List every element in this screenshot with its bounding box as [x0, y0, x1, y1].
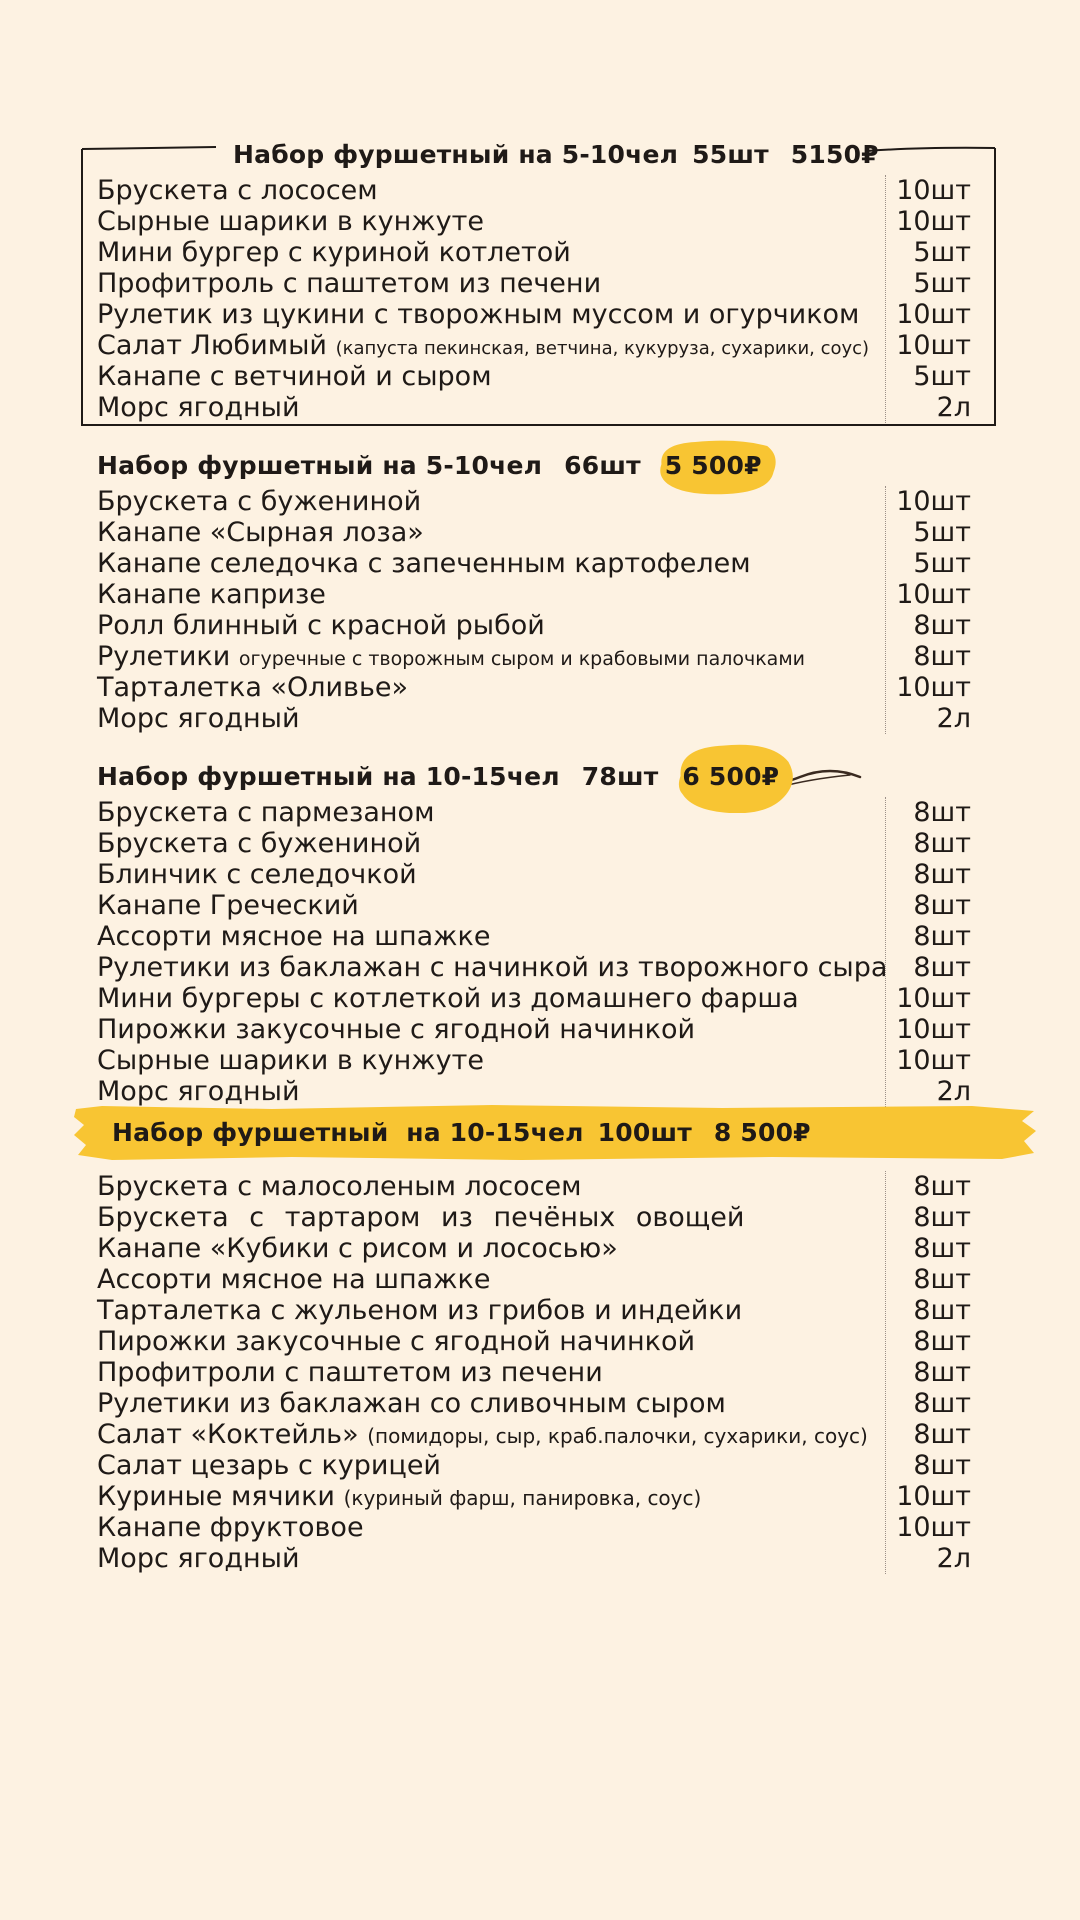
- item-qty: 8шт: [913, 1202, 971, 1233]
- section-4-price: 8 500₽: [713, 1118, 811, 1147]
- section-2: [97, 446, 971, 734]
- item-name: Профитроль с паштетом из печени: [97, 268, 602, 299]
- list-item: [97, 610, 971, 641]
- item-qty: 8шт: [913, 1419, 971, 1450]
- section-2-price-badge: [663, 446, 764, 486]
- list-item: [97, 828, 971, 859]
- section-1-price: 5150₽: [790, 140, 879, 169]
- item-qty: 10шт: [896, 486, 971, 517]
- item-qty: 5шт: [913, 548, 971, 579]
- item-name: Канапе Греческий: [97, 890, 359, 921]
- item-qty: 8шт: [913, 1233, 971, 1264]
- list-item: [97, 579, 971, 610]
- item-qty: 8шт: [913, 1171, 971, 1202]
- section-1-items: [97, 175, 971, 423]
- item-note: (капуста пекинская, ветчина, кукуруза, сухарики, соус): [335, 338, 870, 359]
- item-qty: 10шт: [896, 299, 971, 330]
- item-name: Салат Любимый: [97, 330, 327, 361]
- item-name: Мини бургер с куриной котлетой: [97, 237, 571, 268]
- item-name: Рулетик из цукини с творожным муссом и огурчиком: [97, 299, 860, 330]
- item-qty: 8шт: [913, 890, 971, 921]
- item-qty: 10шт: [896, 672, 971, 703]
- item-qty: 8шт: [913, 641, 971, 672]
- item-qty: 10шт: [896, 1045, 971, 1076]
- list-item: [97, 952, 971, 983]
- item-name: Тарталетка «Оливье»: [97, 672, 409, 703]
- item-note: огуречные с творожным сыром и крабовыми палочками: [238, 648, 806, 670]
- item-name: Канапе «Сырная лоза»: [97, 517, 424, 548]
- item-qty: 5шт: [913, 361, 971, 392]
- list-item: [97, 1014, 971, 1045]
- item-name: Морс ягодный: [97, 703, 300, 734]
- item-qty: 8шт: [913, 828, 971, 859]
- item-name: Мини бургеры с котлеткой из домашнего фарша: [97, 983, 799, 1014]
- section-3: [97, 757, 971, 1107]
- item-name-with-note: [97, 1419, 884, 1450]
- section-2-count: 66шт: [564, 451, 641, 480]
- section-2-title: [97, 446, 971, 486]
- item-qty: 10шт: [896, 983, 971, 1014]
- section-4-title: [97, 1113, 971, 1153]
- list-item: [97, 921, 971, 952]
- item-qty: 8шт: [913, 921, 971, 952]
- section-4-items: [97, 1171, 971, 1574]
- section-2-items: [97, 486, 971, 734]
- item-name: Брускета с малосоленым лососем: [97, 1171, 582, 1202]
- section-4-title-text: Набор фуршетный на 10-15чел: [112, 1118, 584, 1147]
- item-name: Брускета с бужениной: [97, 486, 422, 517]
- item-name: Морс ягодный: [97, 1076, 300, 1107]
- item-qty: 8шт: [913, 1388, 971, 1419]
- section-4-divider: [885, 1171, 886, 1574]
- list-item: [97, 1388, 971, 1419]
- item-name: Сырные шарики в кунжуте: [97, 206, 484, 237]
- item-name-with-note: [97, 1481, 884, 1512]
- item-name-with-note: [97, 330, 884, 361]
- list-item: [97, 1543, 971, 1574]
- section-3-price-badge: [680, 757, 781, 797]
- item-qty: 2л: [936, 703, 971, 734]
- item-name: Канапе селедочка с запеченным картофелем: [97, 548, 751, 579]
- item-name: Морс ягодный: [97, 1543, 300, 1574]
- section-3-items: [97, 797, 971, 1107]
- list-item: [97, 330, 971, 361]
- section-2-price: 5 500₽: [664, 451, 762, 480]
- item-name: Рулетики из баклажан с начинкой из творожного сыра: [97, 952, 888, 983]
- section-3-count: 78шт: [581, 762, 659, 791]
- list-item: [97, 1481, 971, 1512]
- list-item: [97, 983, 971, 1014]
- item-qty: 8шт: [913, 1326, 971, 1357]
- item-qty: 10шт: [896, 175, 971, 206]
- list-item: [97, 175, 971, 206]
- item-qty: 10шт: [896, 579, 971, 610]
- list-item: [97, 517, 971, 548]
- section-1: [97, 135, 971, 423]
- item-name: Ассорти мясное на шпажке: [97, 921, 491, 952]
- item-name: Рулетики из баклажан со сливочным сыром: [97, 1388, 726, 1419]
- item-name: Блинчик с селедочкой: [97, 859, 417, 890]
- list-item: [97, 1045, 971, 1076]
- list-item: [97, 672, 971, 703]
- item-name: Брускета с пармезаном: [97, 797, 435, 828]
- list-item: [97, 1450, 971, 1481]
- item-name: Сырные шарики в кунжуте: [97, 1045, 484, 1076]
- list-item: [97, 1357, 971, 1388]
- list-item: [97, 641, 971, 672]
- list-item: [97, 237, 971, 268]
- item-qty: 2л: [936, 392, 971, 423]
- item-qty: 8шт: [913, 952, 971, 983]
- list-item: [97, 361, 971, 392]
- list-item: [97, 797, 971, 828]
- section-3-title: [97, 757, 971, 797]
- list-item: [97, 1326, 971, 1357]
- list-item: [97, 1512, 971, 1543]
- list-item: [97, 548, 971, 579]
- list-item: [97, 859, 971, 890]
- list-item: [97, 1202, 971, 1233]
- list-item: [97, 206, 971, 237]
- list-item: [97, 299, 971, 330]
- item-name: Канапе фруктовое: [97, 1512, 364, 1543]
- section-1-count: 55шт: [692, 140, 769, 169]
- section-4: [97, 1113, 971, 1574]
- item-name: Салат «Коктейль»: [97, 1419, 359, 1450]
- list-item: [97, 1419, 971, 1450]
- item-qty: 8шт: [913, 1264, 971, 1295]
- item-name: Брускета с бужениной: [97, 828, 422, 859]
- item-qty: 8шт: [913, 610, 971, 641]
- section-1-title-text: Набор фуршетный на 5-10чел: [233, 140, 679, 169]
- item-name: Пирожки закусочные с ягодной начинкой: [97, 1014, 696, 1045]
- section-1-divider: [885, 175, 886, 423]
- item-name: Морс ягодный: [97, 392, 300, 423]
- section-3-divider: [885, 797, 886, 1107]
- item-qty: 8шт: [913, 1357, 971, 1388]
- list-item: [97, 392, 971, 423]
- item-qty: 8шт: [913, 797, 971, 828]
- item-name: Канапе с ветчиной и сыром: [97, 361, 492, 392]
- item-name: Ролл блинный с красной рыбой: [97, 610, 545, 641]
- item-qty: 10шт: [896, 1014, 971, 1045]
- item-name: Тарталетка с жульеном из грибов и индейки: [97, 1295, 743, 1326]
- item-qty: 5шт: [913, 237, 971, 268]
- item-qty: 8шт: [913, 1450, 971, 1481]
- item-name: Салат цезарь с курицей: [97, 1450, 441, 1481]
- item-name: Канапе «Кубики с рисом и лососью»: [97, 1233, 618, 1264]
- item-name: Канапе капризе: [97, 579, 326, 610]
- list-item: [97, 1295, 971, 1326]
- item-qty: 5шт: [913, 517, 971, 548]
- list-item: [97, 1264, 971, 1295]
- list-item: [97, 1171, 971, 1202]
- item-note: (помидоры, сыр, краб.палочки, сухарики, соус): [367, 1424, 868, 1448]
- item-note: (куриный фарш, панировка, соус): [343, 1486, 702, 1510]
- item-qty: 8шт: [913, 1295, 971, 1326]
- item-name: Брускета с тартаром из печёных овощей: [97, 1202, 745, 1233]
- section-2-divider: [885, 486, 886, 734]
- list-item: [97, 1233, 971, 1264]
- section-2-title-text: Набор фуршетный на 5-10чел: [97, 451, 543, 480]
- item-name: Брускета с лососем: [97, 175, 378, 206]
- item-name-with-note: [97, 641, 884, 672]
- list-item: [97, 268, 971, 299]
- list-item: [97, 486, 971, 517]
- item-qty: 2л: [936, 1543, 971, 1574]
- item-qty: 5шт: [913, 268, 971, 299]
- item-name: Пирожки закусочные с ягодной начинкой: [97, 1326, 696, 1357]
- item-name: Ассорти мясное на шпажке: [97, 1264, 491, 1295]
- item-name: Рулетики: [97, 641, 231, 672]
- section-1-title: [97, 135, 971, 175]
- item-qty: 10шт: [896, 330, 971, 361]
- item-qty: 10шт: [896, 1481, 971, 1512]
- item-qty: 10шт: [896, 206, 971, 237]
- section-4-count: 100шт: [597, 1118, 692, 1147]
- item-qty: 10шт: [896, 1512, 971, 1543]
- list-item: [97, 890, 971, 921]
- section-3-title-text: Набор фуршетный на 10-15чел: [97, 762, 560, 791]
- item-qty: 8шт: [913, 859, 971, 890]
- section-3-price: 6 500₽: [682, 762, 780, 791]
- list-item: [97, 703, 971, 734]
- item-qty: 2л: [936, 1076, 971, 1107]
- item-name: Куриные мячики: [97, 1481, 335, 1512]
- item-name: Профитроли с паштетом из печени: [97, 1357, 603, 1388]
